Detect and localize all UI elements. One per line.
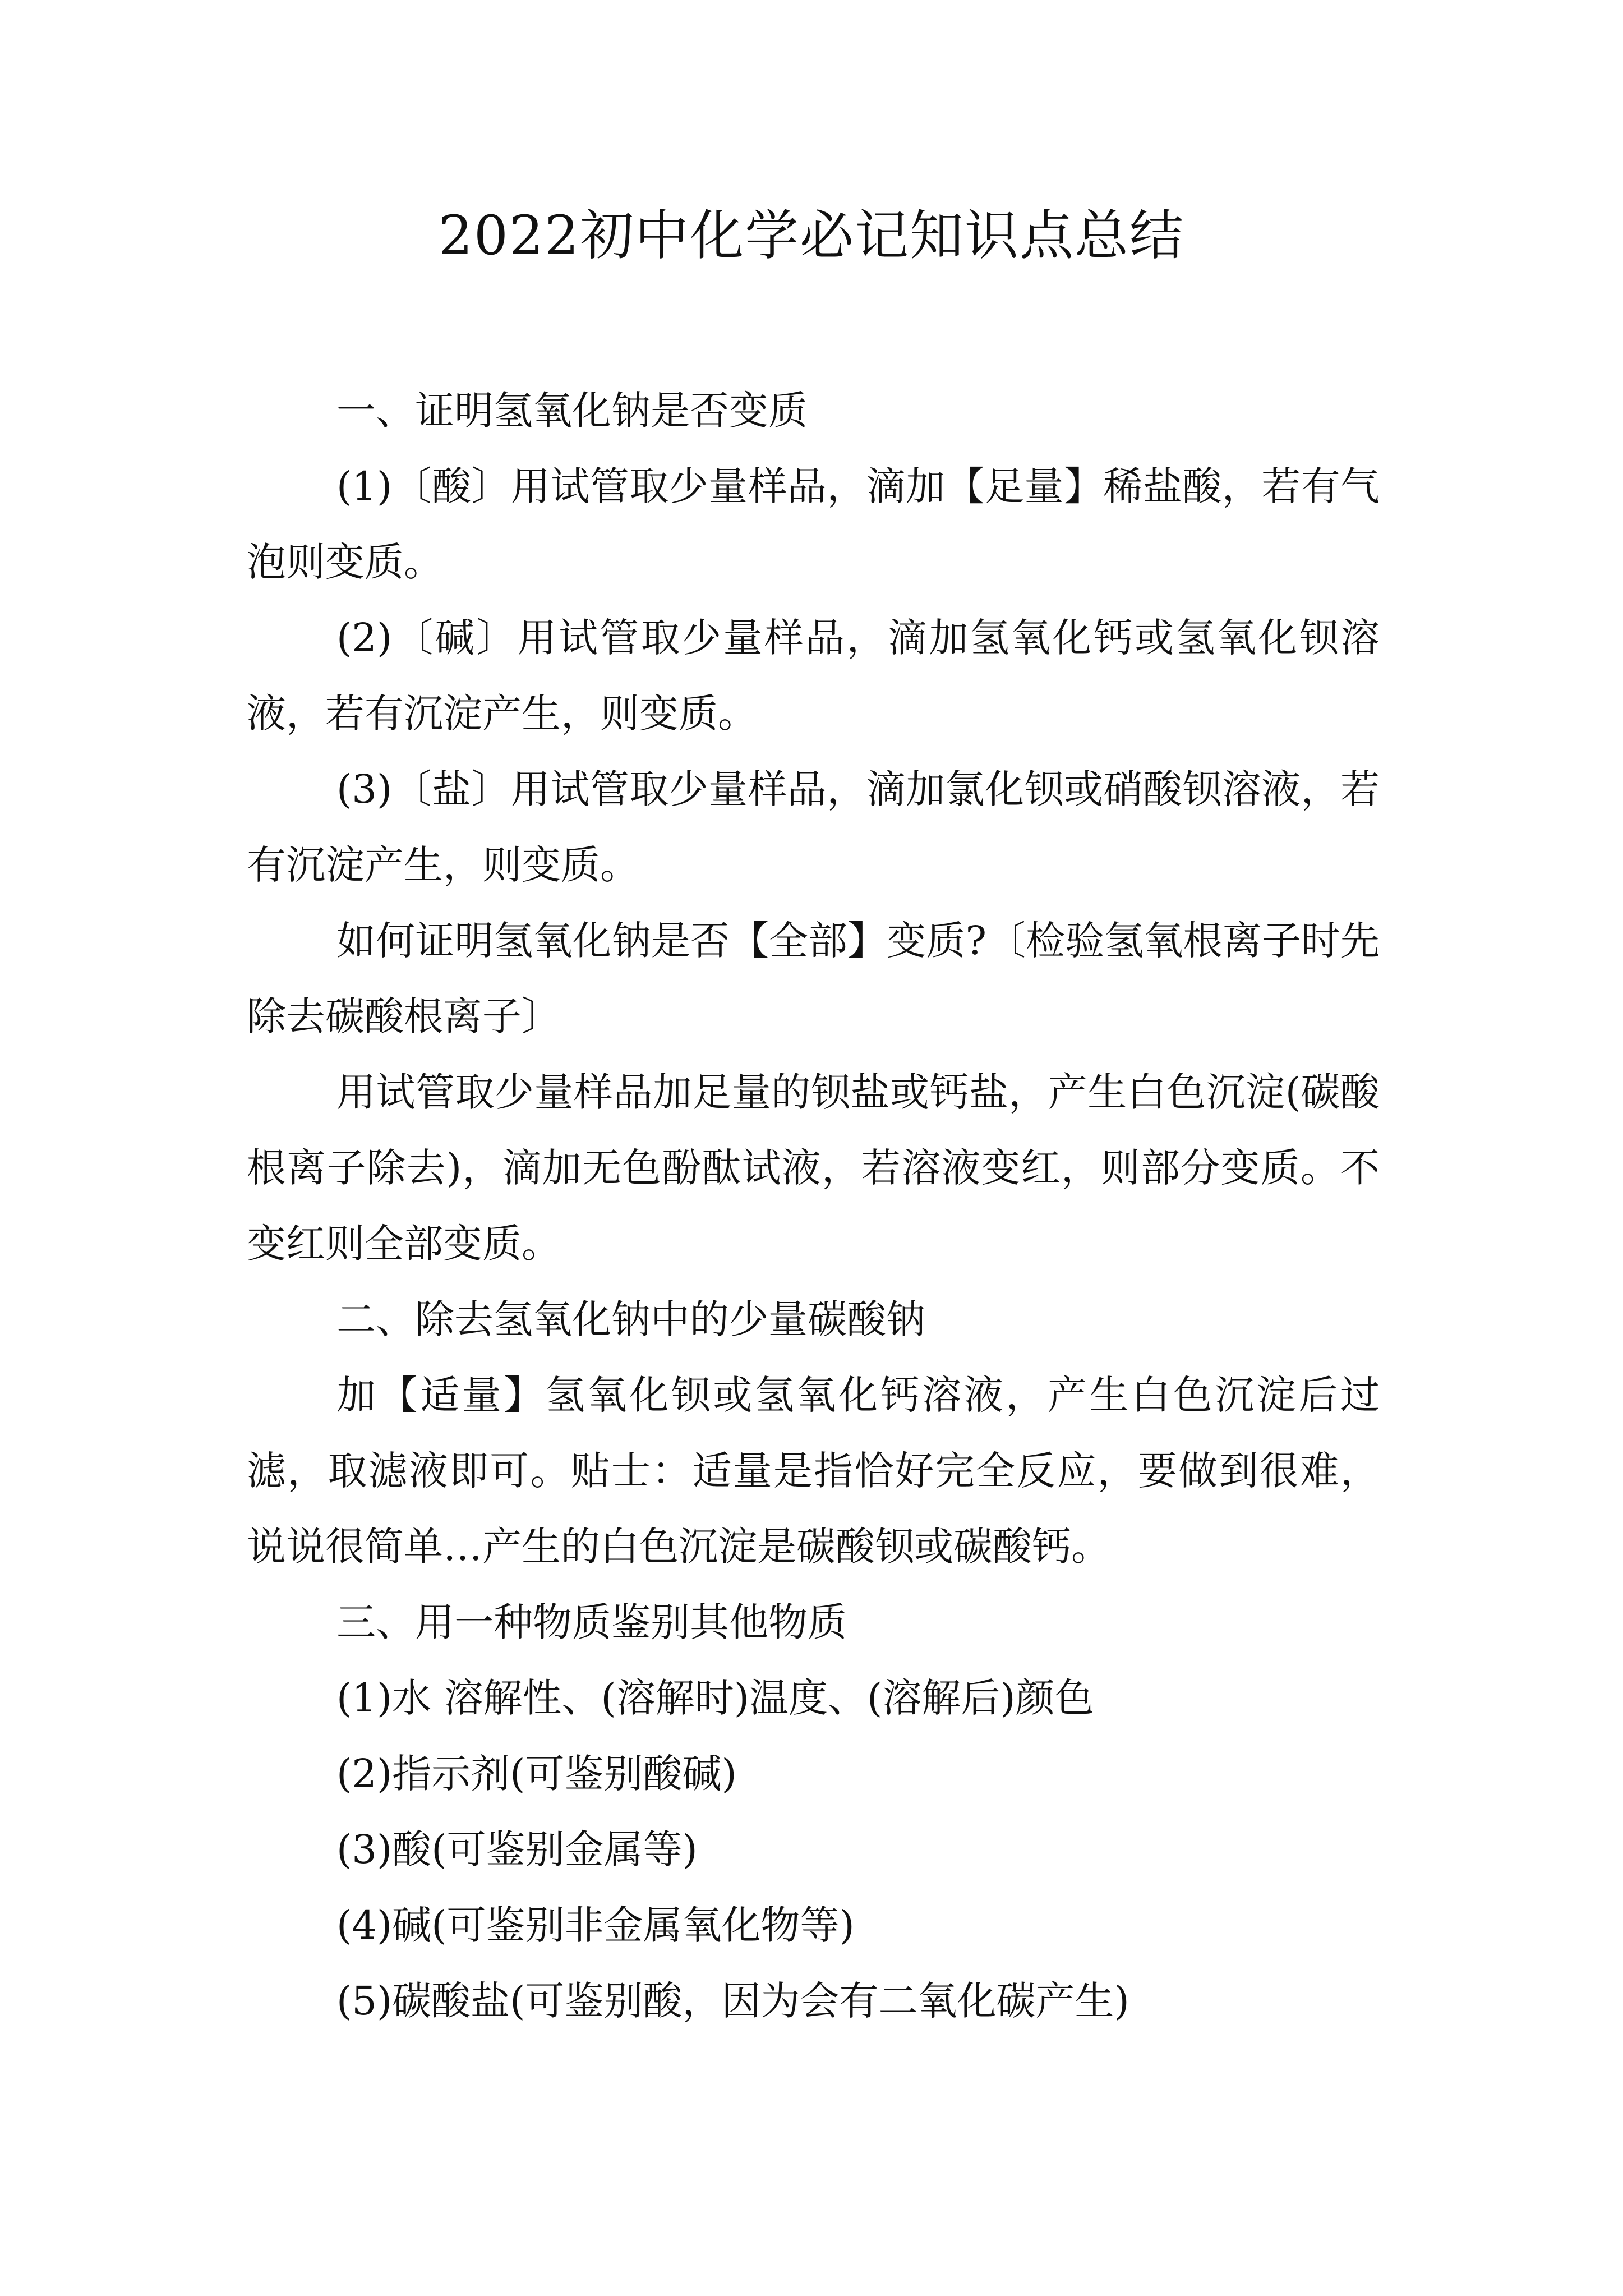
list-item: (1)水 溶解性、(溶解时)温度、(溶解后)颜色	[336, 1675, 1094, 1721]
paragraph-full-question: 如何证明氢氧化钠是否【全部】变质?〔检验氢氧根离子时先除去碳酸根离子〕	[247, 918, 1380, 1039]
paragraph-salt-test: (3)〔盐〕用试管取少量样品，滴加氯化钡或硝酸钡溶液，若有沉淀产生，则变质。	[247, 766, 1380, 888]
paragraph-base-test: (2)〔碱〕用试管取少量样品，滴加氢氧化钙或氢氧化钡溶液，若有沉淀产生，则变质。	[247, 615, 1380, 737]
section-heading-1: 一、证明氢氧化钠是否变质	[336, 388, 808, 434]
list-item: (3)酸(可鉴别金属等)	[336, 1826, 698, 1872]
paragraph-remove-carbonate: 加【适量】氢氧化钡或氢氧化钙溶液，产生白色沉淀后过滤，取滤液即可。贴士：适量是指恰好完全反应，要做到很难，说说很简单…产生的白色沉淀是碳酸钡或碳酸钙。	[247, 1372, 1380, 1570]
section-heading-2: 二、除去氢氧化钠中的少量碳酸钠	[336, 1296, 925, 1342]
section-heading-3: 三、用一种物质鉴别其他物质	[336, 1599, 847, 1645]
list-item: (2)指示剂(可鉴别酸碱)	[336, 1751, 737, 1797]
paragraph-acid-test: (1)〔酸〕用试管取少量样品，滴加【足量】稀盐酸，若有气泡则变质。	[247, 463, 1380, 585]
paragraph-full-method: 用试管取少量样品加足量的钡盐或钙盐，产生白色沉淀(碳酸根离子除去)，滴加无色酚酞试液，若溶液变红，则部分变质。不变红则全部变质。	[247, 1069, 1380, 1267]
document-body	[247, 373, 1380, 2039]
list-item: (5)碳酸盐(可鉴别酸，因为会有二氧化碳产生)	[336, 1978, 1129, 2024]
list-item: (4)碱(可鉴别非金属氧化物等)	[336, 1902, 855, 1948]
document-title: 2022初中化学必记知识点总结	[438, 204, 1185, 267]
